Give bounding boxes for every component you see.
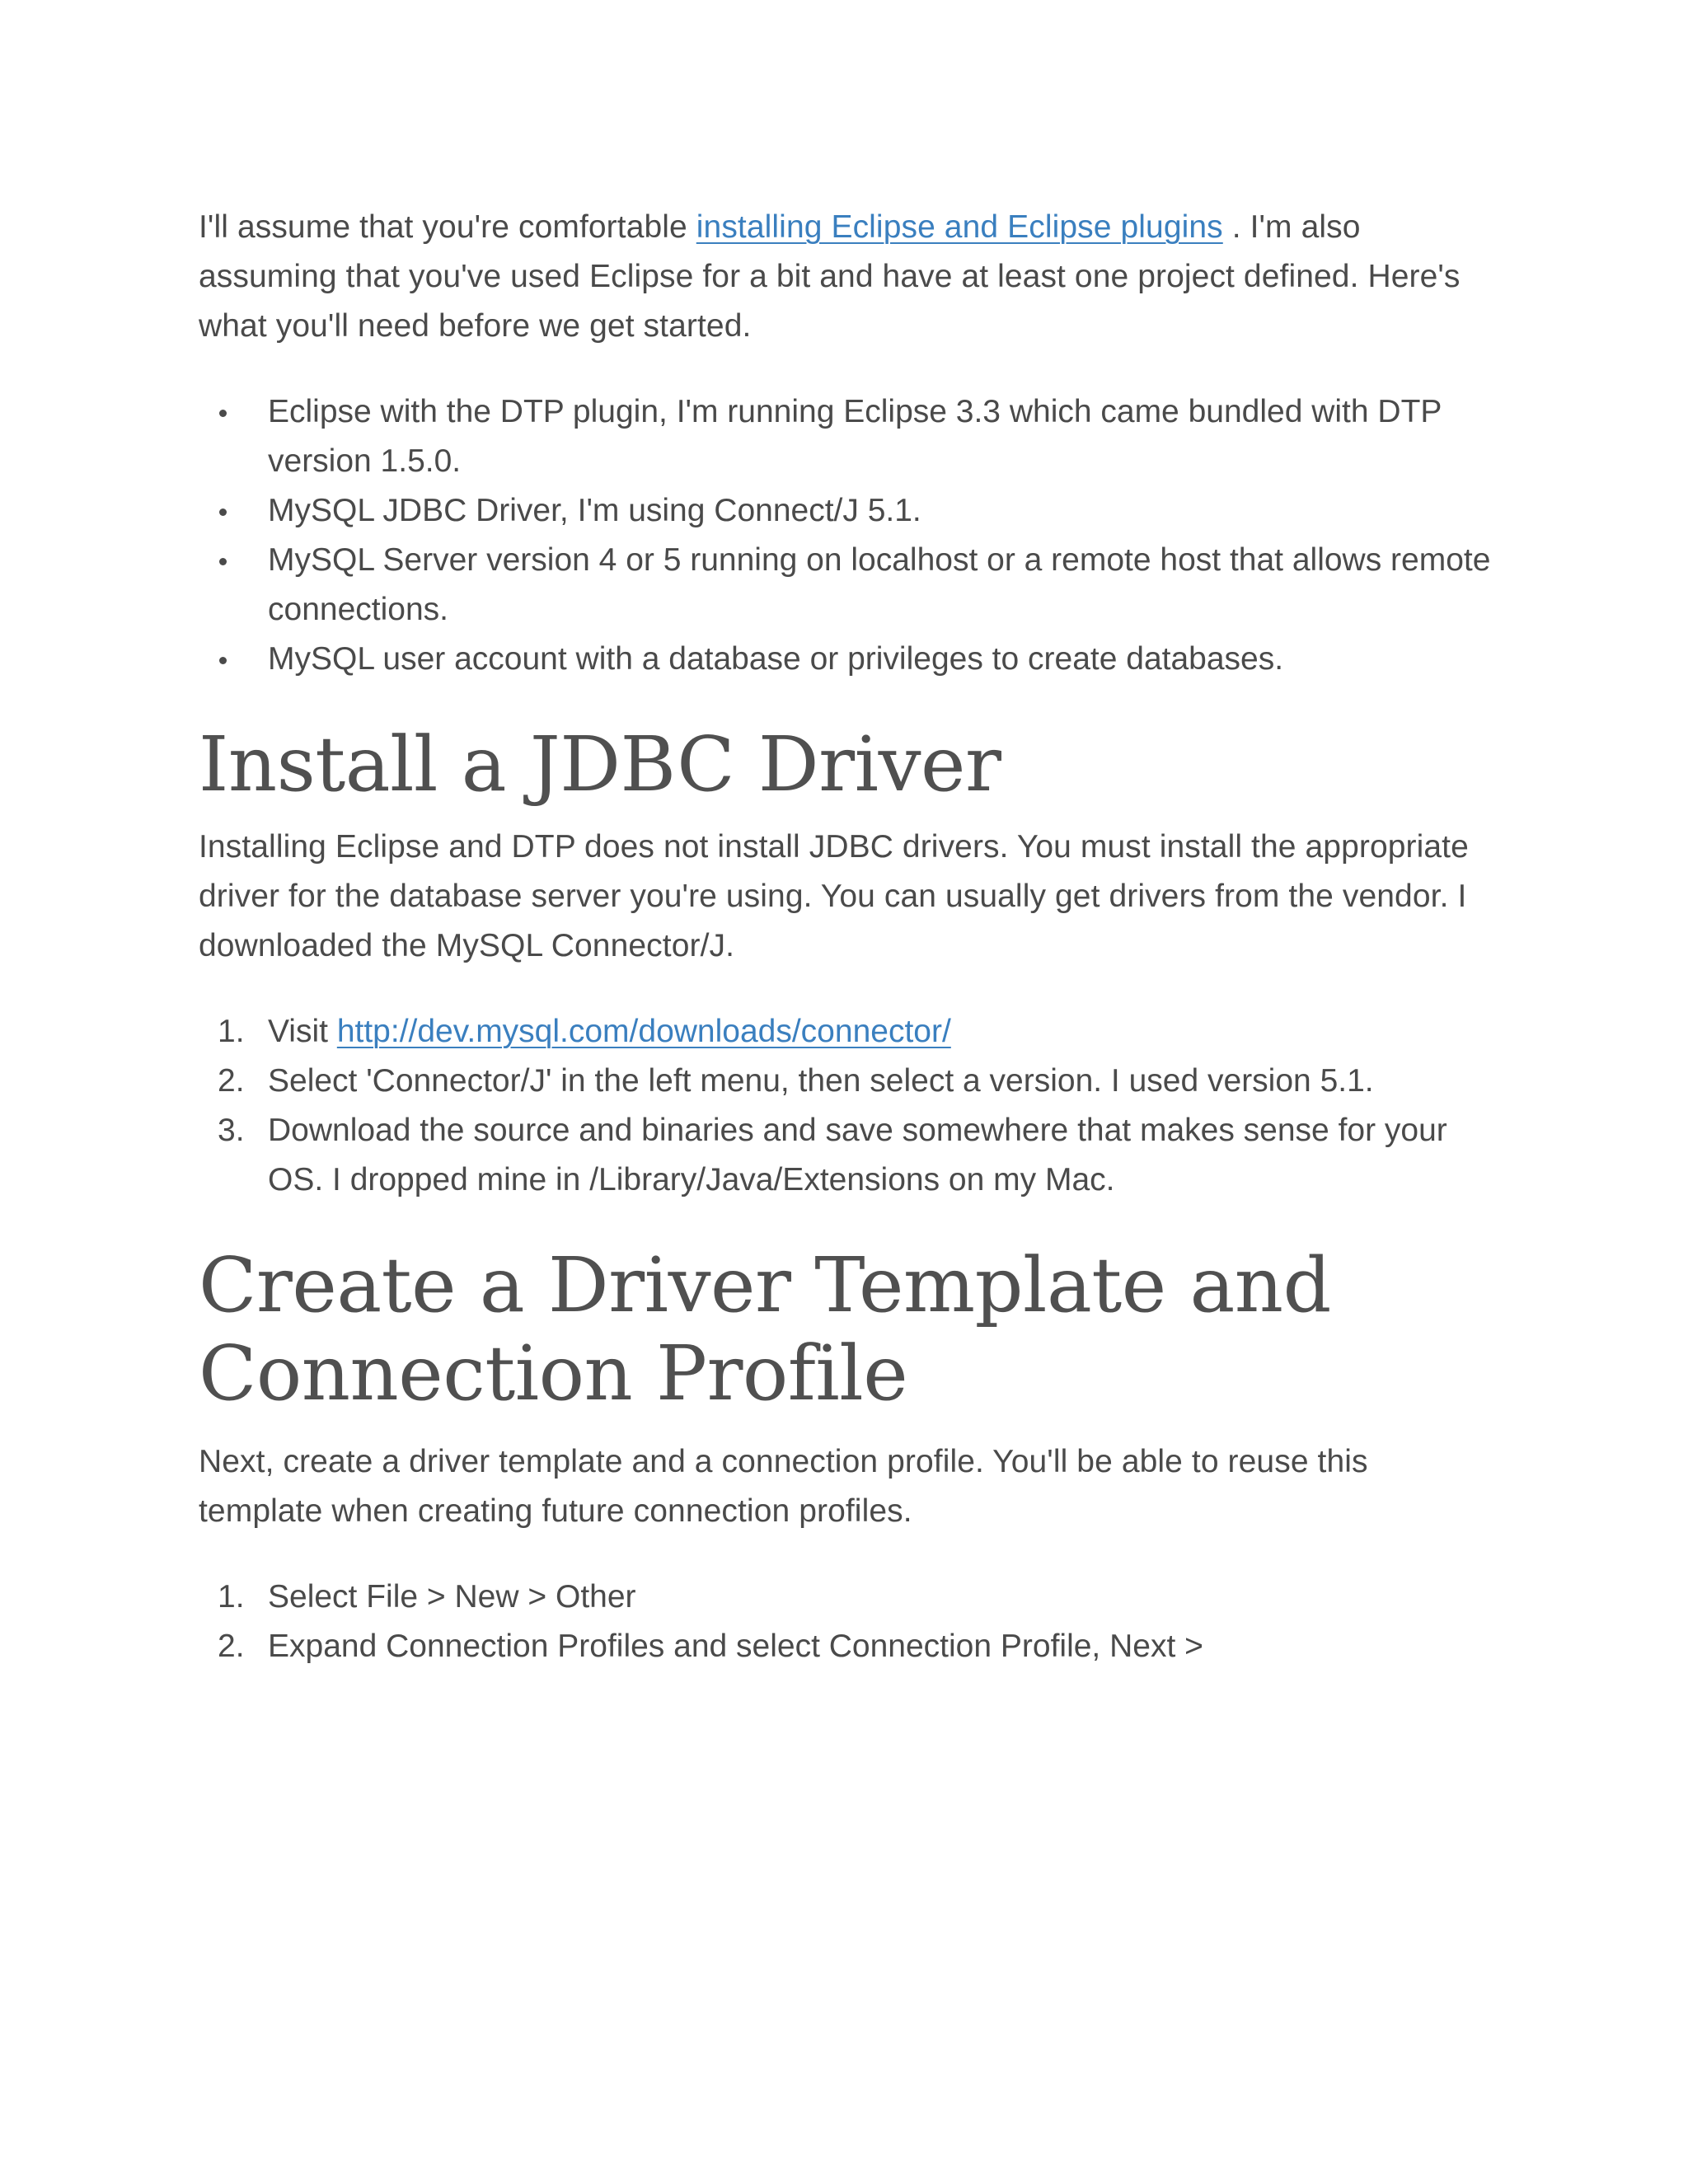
list-item — [199, 387, 1493, 486]
list-item-text: Eclipse with the DTP plugin, I'm running Eclipse 3.3 which came bundled with DTP version 1.5.0. — [268, 394, 1442, 479]
list-item — [199, 1007, 1493, 1057]
list-item — [199, 536, 1493, 635]
list-item-text: MySQL Server version 4 or 5 running on localhost or a remote host that allows remote connections. — [268, 542, 1491, 627]
step-number: 3. — [218, 1113, 245, 1148]
driver-template-heading: Create a Driver Template and Connection Profile — [199, 1241, 1331, 1418]
jdbc-paragraph: Installing Eclipse and DTP does not install JDBC drivers. You must install the appropriate driver for the database server you're using. You can usually get drivers from the vendor. I downloaded the MySQL Connector/J. — [199, 829, 1469, 963]
bullet-icon — [219, 509, 227, 516]
list-item-text: MySQL JDBC Driver, I'm using Connect/J 5.1. — [268, 493, 921, 528]
step-text: Select File > New > Other — [268, 1579, 636, 1615]
mysql-connector-download-link[interactable]: http://dev.mysql.com/downloads/connector/ — [336, 1014, 951, 1049]
intro-text-before-link: I'll assume that you're comfortable — [199, 209, 696, 245]
step-number: 1. — [218, 1579, 245, 1615]
install-jdbc-heading: Install a JDBC Driver — [199, 720, 1001, 808]
list-item — [199, 635, 1493, 684]
list-item-text: MySQL user account with a database or privileges to create databases. — [268, 641, 1284, 677]
bullet-icon — [219, 410, 227, 417]
step-text: Download the source and binaries and save somewhere that makes sense for your OS. I dropped mine in /Library/Java/Extensions on my Mac. — [268, 1113, 1447, 1197]
bullet-icon — [219, 558, 227, 565]
step-number: 2. — [218, 1629, 245, 1664]
step-text: Select 'Connector/J' in the left menu, then select a version. I used version 5.1. — [268, 1063, 1374, 1099]
prerequisites-list — [199, 387, 1493, 684]
intro-text-after-link: . I'm also assuming that you've used Eclipse for a bit and have at least one project defined. Here's what you'll need before we get started. — [199, 209, 1461, 344]
list-item — [199, 1622, 1493, 1671]
bullet-icon — [219, 657, 227, 664]
list-item — [199, 1106, 1493, 1205]
list-item — [199, 1572, 1493, 1622]
step-text: Visit — [268, 1014, 337, 1049]
step-text: Expand Connection Profiles and select Connection Profile, Next > — [268, 1629, 1203, 1664]
intro-paragraph — [199, 203, 1493, 351]
jdbc-steps-list — [199, 1007, 1493, 1205]
step-number: 2. — [218, 1063, 245, 1099]
document-content — [199, 203, 1493, 1671]
list-item — [199, 1057, 1493, 1106]
template-paragraph: Next, create a driver template and a connection profile. You'll be able to reuse this template when creating future connection profiles. — [199, 1444, 1368, 1529]
list-item — [199, 486, 1493, 536]
template-steps-list — [199, 1572, 1493, 1671]
step-number: 1. — [218, 1014, 245, 1049]
eclipse-plugins-link[interactable]: installing Eclipse and Eclipse plugins — [696, 209, 1223, 245]
